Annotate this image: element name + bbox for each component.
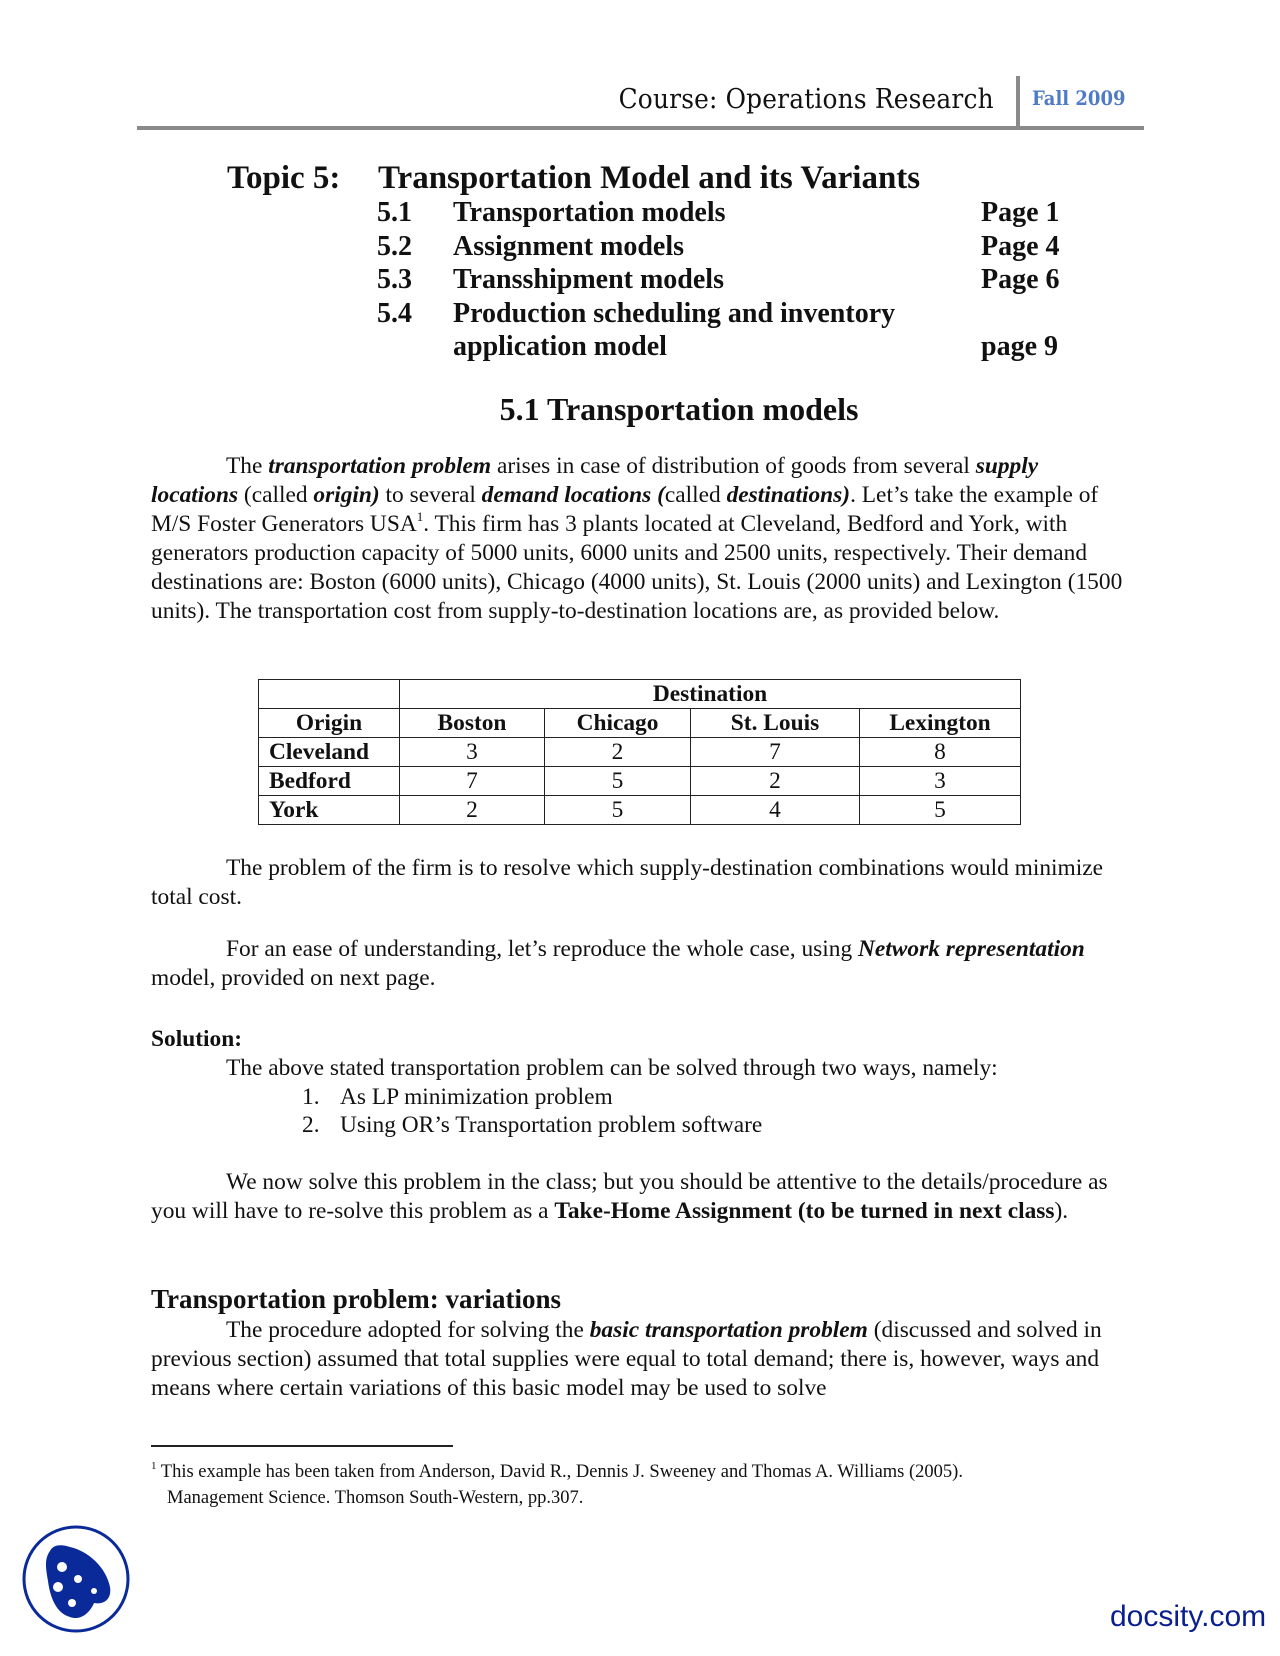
text: . Let’s take the example of M/S Foster Generators USA (151, 482, 1099, 537)
docsity-watermark-link[interactable]: docsity.com (1110, 1600, 1267, 1633)
cost-cell: 2 (691, 767, 860, 796)
toc-number: 5.3 (377, 264, 412, 295)
cost-table (258, 679, 1021, 825)
toc-number: 5.4 (377, 298, 412, 329)
toc-page: Page 1 (981, 197, 1060, 228)
footnote-rule (151, 1445, 453, 1447)
list-item (302, 1111, 762, 1140)
text: called (664, 482, 727, 508)
course-title: Course: Operations Research (618, 84, 994, 115)
cost-cell: 7 (691, 738, 860, 767)
cost-cell: 8 (860, 738, 1021, 767)
cost-cell: 4 (691, 796, 860, 825)
column-header: Chicago (545, 709, 691, 738)
text: arises in case of distribution of goods from several (491, 453, 976, 479)
list-text: As LP minimization problem (340, 1084, 613, 1110)
section-heading: 5.1 Transportation models (499, 391, 859, 427)
toc-number: 5.2 (377, 231, 412, 262)
emphasis: Network representation (858, 936, 1085, 962)
footnote-line (167, 1485, 583, 1511)
toc-title: application model (453, 331, 667, 362)
assignment-paragraph (151, 1168, 1131, 1226)
text: The procedure adopted for solving the (226, 1317, 590, 1343)
solution-label: Solution: (151, 1026, 242, 1052)
origin-header: Origin (259, 709, 400, 738)
toc-title: Production scheduling and inventory (453, 298, 896, 329)
list-number: 1. (302, 1084, 320, 1110)
destination-header: Destination (400, 680, 1021, 709)
table-row (259, 738, 1021, 767)
cost-cell: 5 (860, 796, 1021, 825)
column-header: Lexington (860, 709, 1021, 738)
header-rule (137, 126, 1144, 130)
list-text: Using OR’s Transportation problem software (340, 1112, 763, 1138)
text: This example has been taken from Anderson, David R., Dennis J. Sweeney and Thomas A. Williams (2005). (160, 1462, 963, 1482)
column-header: St. Louis (691, 709, 860, 738)
network-paragraph (151, 935, 1131, 993)
text: We now solve this problem in the class; but you should be attentive to the details/procedure as you will have to re-solve this problem as a (151, 1169, 1108, 1224)
variations-heading: Transportation problem: variations (151, 1284, 562, 1314)
emphasis: basic transportation problem (589, 1317, 868, 1343)
text: Management Science. Thomson South-Western, pp.307. (167, 1488, 584, 1508)
solution-text (151, 1054, 1131, 1083)
cost-cell: 5 (545, 796, 691, 825)
table-header-row (259, 709, 1021, 738)
emphasis: demand locations ( (481, 482, 665, 508)
footnote-marker: 1 (151, 1460, 157, 1472)
cost-cell: 2 (400, 796, 545, 825)
footnote-ref[interactable]: 1 (416, 509, 424, 524)
toc-page: page 9 (981, 331, 1058, 362)
table-row (259, 796, 1021, 825)
topic-name: Transportation Model and its Variants (378, 160, 921, 196)
emphasis: origin) (313, 482, 380, 508)
column-header: Boston (400, 709, 545, 738)
emphasis: transportation problem (268, 453, 492, 479)
text: to several (379, 482, 482, 508)
cost-cell: 5 (545, 767, 691, 796)
text: (called (238, 482, 314, 508)
term-label: Fall 2009 (1032, 86, 1126, 110)
list-item (302, 1083, 613, 1112)
docsity-logo-icon[interactable] (20, 1523, 132, 1635)
text: ). (1054, 1198, 1069, 1224)
origin-cell: York (259, 796, 400, 825)
cost-cell: 3 (400, 738, 545, 767)
list-number: 2. (302, 1112, 320, 1138)
emphasis: destinations) (726, 482, 851, 508)
emphasis: Take-Home Assignment (to be turned in next class (554, 1198, 1055, 1224)
problem-paragraph (151, 854, 1131, 912)
intro-paragraph (151, 452, 1131, 626)
text: The (226, 453, 269, 479)
text: The problem of the firm is to resolve which supply-destination combinations would minimize total cost. (151, 855, 1103, 910)
text: For an ease of understanding, let’s reproduce the whole case, using (226, 936, 859, 962)
table-row (259, 767, 1021, 796)
toc-page: Page 6 (981, 264, 1060, 295)
toc-title: Transportation models (453, 197, 726, 228)
text: (discussed and solved in previous section) assumed that total supplies were equal to total demand; there is, however, ways and means where certain variations of this basic model may be used to solve (151, 1317, 1102, 1401)
text: . This firm has 3 plants located at Cleveland, Bedford and York, with generators production capacity of 5000 units, 6000 units and 2500 units, respectively. Their demand destinations are: Boston (6000 units), Chicago (4000 units), St. Louis (2000 units) and Lexington (1500 units). The transportation cost from supply-to-destination locations are, as provided below. (151, 511, 1123, 624)
toc-page: Page 4 (981, 231, 1060, 262)
footnote-line (151, 1459, 963, 1485)
empty-cell (259, 680, 400, 709)
cost-cell: 7 (400, 767, 545, 796)
toc-number: 5.1 (377, 197, 412, 228)
cost-cell: 3 (860, 767, 1021, 796)
origin-cell: Cleveland (259, 738, 400, 767)
header-divider (1016, 76, 1020, 128)
topic-title (227, 160, 920, 197)
text: model, provided on next page. (151, 965, 436, 991)
emphasis: supply locations (151, 453, 1039, 508)
text: The above stated transportation problem can be solved through two ways, namely: (226, 1055, 998, 1081)
cost-cell: 2 (545, 738, 691, 767)
origin-cell: Bedford (259, 767, 400, 796)
topic-label: Topic 5: (227, 160, 341, 196)
variations-paragraph (151, 1316, 1131, 1403)
toc-title: Assignment models (453, 231, 685, 262)
table-header-row (259, 680, 1021, 709)
toc-title: Transshipment models (453, 264, 724, 295)
